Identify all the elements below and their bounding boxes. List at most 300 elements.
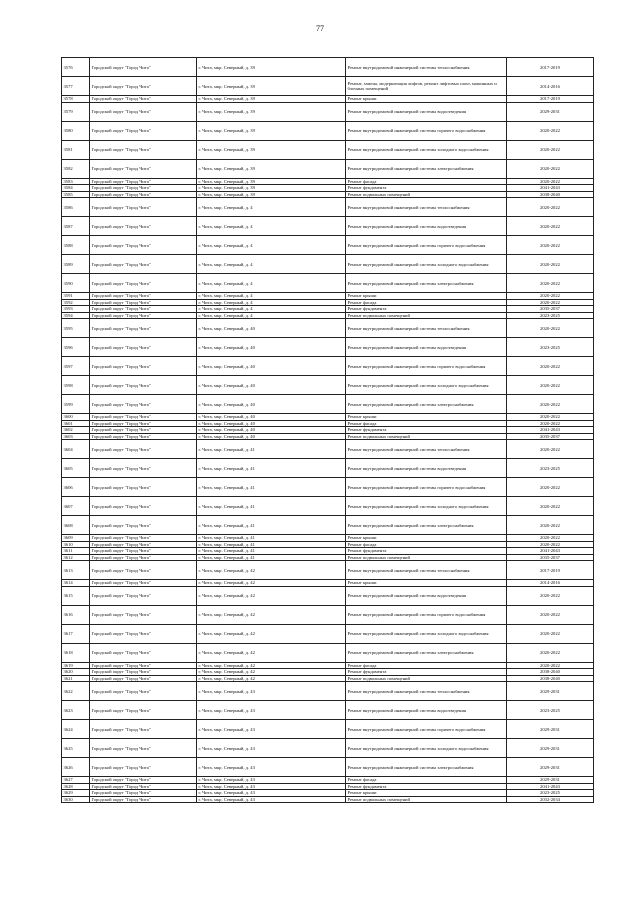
period-cell: 2020-2022 [507, 236, 594, 255]
period-cell: 2020-2022 [507, 395, 594, 414]
row-number-cell: 3576 [62, 58, 90, 77]
row-number-cell: 3595 [62, 319, 90, 338]
row-number-cell: 3614 [62, 580, 90, 587]
period-cell: 2020-2022 [507, 255, 594, 274]
municipality-cell: Городской округ "Город Чита" [90, 758, 197, 777]
table-row [62, 586, 594, 605]
period-cell: 2023-2025 [507, 459, 594, 478]
table-row [62, 643, 594, 662]
row-number-cell: 3590 [62, 274, 90, 293]
address-cell: г. Чита, мкр. Северный, д. 41 [197, 440, 346, 459]
work-type-cell: Ремонт внутридомовой инженерной системы водоотведения [346, 338, 507, 357]
municipality-cell: Городской округ "Город Чита" [90, 58, 197, 77]
work-type-cell: Ремонт крыши [346, 293, 507, 300]
address-cell: г. Чита, мкр. Северный, д. 43 [197, 701, 346, 720]
address-cell: г. Чита, мкр. Северный, д. 4 [197, 299, 346, 306]
municipality-cell: Городской округ "Город Чита" [90, 191, 197, 198]
table-row [62, 102, 594, 121]
municipality-cell: Городской округ "Город Чита" [90, 662, 197, 669]
period-cell: 2017-2019 [507, 561, 594, 580]
address-cell: г. Чита, мкр. Северный, д. 42 [197, 561, 346, 580]
address-cell: г. Чита, мкр. Северный, д. 4 [197, 236, 346, 255]
work-type-cell: Ремонт внутридомовой инженерной системы горячего водоснабжения [346, 121, 507, 140]
work-type-cell: Ремонт внутридомовой инженерной системы горячего водоснабжения [346, 357, 507, 376]
table-row [62, 319, 594, 338]
work-type-cell: Ремонт внутридомовой инженерной системы теплоснабжения [346, 682, 507, 701]
work-type-cell: Ремонт внутридомовой инженерной системы холодного водоснабжения [346, 497, 507, 516]
table-row [62, 478, 594, 497]
period-cell: 2020-2022 [507, 605, 594, 624]
municipality-cell: Городской округ "Город Чита" [90, 459, 197, 478]
work-type-cell: Ремонт фасада [346, 777, 507, 784]
table-row [62, 77, 594, 96]
table-row [62, 121, 594, 140]
row-number-cell: 3630 [62, 796, 90, 803]
municipality-cell: Городской округ "Город Чита" [90, 440, 197, 459]
row-number-cell: 3628 [62, 783, 90, 790]
row-number-cell: 3622 [62, 682, 90, 701]
period-cell: 2029-2031 [507, 758, 594, 777]
period-cell: 2029-2031 [507, 682, 594, 701]
municipality-cell: Городской округ "Город Чита" [90, 701, 197, 720]
work-type-cell: Ремонт внутридомовой инженерной системы горячего водоснабжения [346, 236, 507, 255]
row-number-cell: 3588 [62, 236, 90, 255]
row-number-cell: 3601 [62, 420, 90, 427]
municipality-cell: Городской округ "Город Чита" [90, 586, 197, 605]
address-cell: г. Чита, мкр. Северный, д. 4 [197, 293, 346, 300]
address-cell: г. Чита, мкр. Северный, д. 41 [197, 497, 346, 516]
work-type-cell: Ремонт фасада [346, 541, 507, 548]
table-row [62, 236, 594, 255]
work-type-cell: Ремонт подвальных помещений [346, 796, 507, 803]
row-number-cell: 3599 [62, 395, 90, 414]
work-type-cell: Ремонт подвальных помещений [346, 191, 507, 198]
row-number-cell: 3594 [62, 312, 90, 319]
work-type-cell: Ремонт внутридомовой инженерной системы горячего водоснабжения [346, 720, 507, 739]
municipality-cell: Городской округ "Город Чита" [90, 427, 197, 434]
municipality-cell: Городской округ "Город Чита" [90, 140, 197, 159]
municipality-cell: Городской округ "Город Чита" [90, 541, 197, 548]
row-number-cell: 3579 [62, 102, 90, 121]
table-row [62, 701, 594, 720]
work-type-cell: Ремонт внутридомовой инженерной системы холодного водоснабжения [346, 739, 507, 758]
row-number-cell: 3581 [62, 140, 90, 159]
municipality-cell: Городской округ "Город Чита" [90, 624, 197, 643]
row-number-cell: 3609 [62, 535, 90, 542]
row-number-cell: 3592 [62, 299, 90, 306]
work-type-cell: Ремонт внутридомовой инженерной системы электроснабжения [346, 274, 507, 293]
row-number-cell: 3612 [62, 554, 90, 561]
table-row [62, 720, 594, 739]
municipality-cell: Городской округ "Город Чита" [90, 643, 197, 662]
period-cell: 2020-2022 [507, 178, 594, 185]
address-cell: г. Чита, мкр. Северный, д. 39 [197, 58, 346, 77]
work-type-cell: Ремонт, замена, модернизация лифтов, ремонт лифтовых шахт, машинных и блочных помещений [346, 77, 507, 96]
work-type-cell: Ремонт внутридомовой инженерной системы электроснабжения [346, 643, 507, 662]
municipality-cell: Городской округ "Город Чита" [90, 720, 197, 739]
municipality-cell: Городской округ "Город Чита" [90, 580, 197, 587]
period-cell: 2020-2022 [507, 541, 594, 548]
municipality-cell: Городской округ "Город Чита" [90, 312, 197, 319]
address-cell: г. Чита, мкр. Северный, д. 42 [197, 624, 346, 643]
table-row [62, 338, 594, 357]
municipality-cell: Городской округ "Город Чита" [90, 299, 197, 306]
period-cell: 2035-2037 [507, 433, 594, 440]
table-row [62, 459, 594, 478]
period-cell: 2020-2022 [507, 159, 594, 178]
row-number-cell: 3593 [62, 306, 90, 313]
period-cell: 2020-2022 [507, 299, 594, 306]
work-type-cell: Ремонт внутридомовой инженерной системы электроснабжения [346, 758, 507, 777]
period-cell: 2035-2037 [507, 554, 594, 561]
municipality-cell: Городской округ "Город Чита" [90, 293, 197, 300]
row-number-cell: 3598 [62, 376, 90, 395]
row-number-cell: 3596 [62, 338, 90, 357]
work-type-cell: Ремонт внутридомовой инженерной системы теплоснабжения [346, 198, 507, 217]
municipality-cell: Городской округ "Город Чита" [90, 796, 197, 803]
work-type-cell: Ремонт крыши [346, 790, 507, 797]
row-number-cell: 3603 [62, 433, 90, 440]
address-cell: г. Чита, мкр. Северный, д. 39 [197, 140, 346, 159]
address-cell: г. Чита, мкр. Северный, д. 40 [197, 357, 346, 376]
period-cell: 2023-2025 [507, 312, 594, 319]
row-number-cell: 3586 [62, 198, 90, 217]
address-cell: г. Чита, мкр. Северный, д. 40 [197, 395, 346, 414]
work-type-cell: Ремонт подвальных помещений [346, 433, 507, 440]
work-type-cell: Ремонт фундамента [346, 427, 507, 434]
work-type-cell: Ремонт фундамента [346, 669, 507, 676]
work-type-cell: Ремонт крыши [346, 580, 507, 587]
work-type-cell: Ремонт подвальных помещений [346, 312, 507, 319]
period-cell: 2029-2031 [507, 102, 594, 121]
municipality-cell: Городской округ "Город Чита" [90, 535, 197, 542]
table-row [62, 198, 594, 217]
municipality-cell: Городской округ "Город Чита" [90, 478, 197, 497]
table-row [62, 561, 594, 580]
row-number-cell: 3606 [62, 478, 90, 497]
work-type-cell: Ремонт внутридомовой инженерной системы теплоснабжения [346, 440, 507, 459]
row-number-cell: 3604 [62, 440, 90, 459]
period-cell: 2020-2022 [507, 414, 594, 421]
municipality-cell: Городской округ "Город Чита" [90, 274, 197, 293]
municipality-cell: Городской округ "Город Чита" [90, 96, 197, 103]
work-type-cell: Ремонт фасада [346, 662, 507, 669]
work-type-cell: Ремонт внутридомовой инженерной системы электроснабжения [346, 516, 507, 535]
table-row [62, 516, 594, 535]
address-cell: г. Чита, мкр. Северный, д. 43 [197, 682, 346, 701]
row-number-cell: 3587 [62, 217, 90, 236]
work-type-cell: Ремонт крыши [346, 535, 507, 542]
address-cell: г. Чита, мкр. Северный, д. 41 [197, 478, 346, 497]
address-cell: г. Чита, мкр. Северный, д. 41 [197, 516, 346, 535]
work-type-cell: Ремонт внутридомовой инженерной системы водоотведения [346, 217, 507, 236]
work-type-cell: Ремонт внутридомовой инженерной системы водоотведения [346, 701, 507, 720]
address-cell: г. Чита, мкр. Северный, д. 41 [197, 535, 346, 542]
repair-schedule-table [61, 57, 594, 803]
period-cell: 2020-2022 [507, 121, 594, 140]
address-cell: г. Чита, мкр. Северный, д. 41 [197, 548, 346, 555]
municipality-cell: Городской округ "Город Чита" [90, 561, 197, 580]
table-row [62, 376, 594, 395]
period-cell: 2020-2022 [507, 643, 594, 662]
table-row [62, 58, 594, 77]
municipality-cell: Городской округ "Город Чита" [90, 357, 197, 376]
period-cell: 2029-2031 [507, 739, 594, 758]
row-number-cell: 3619 [62, 662, 90, 669]
table-row [62, 140, 594, 159]
municipality-cell: Городской округ "Город Чита" [90, 739, 197, 758]
address-cell: г. Чита, мкр. Северный, д. 42 [197, 605, 346, 624]
address-cell: г. Чита, мкр. Северный, д. 41 [197, 554, 346, 561]
row-number-cell: 3625 [62, 739, 90, 758]
work-type-cell: Ремонт фасада [346, 299, 507, 306]
municipality-cell: Городской округ "Город Чита" [90, 605, 197, 624]
address-cell: г. Чита, мкр. Северный, д. 40 [197, 414, 346, 421]
address-cell: г. Чита, мкр. Северный, д. 40 [197, 319, 346, 338]
period-cell: 2020-2022 [507, 376, 594, 395]
period-cell: 2032-2034 [507, 796, 594, 803]
address-cell: г. Чита, мкр. Северный, д. 40 [197, 338, 346, 357]
table-row [62, 739, 594, 758]
period-cell: 2017-2019 [507, 96, 594, 103]
row-number-cell: 3597 [62, 357, 90, 376]
period-cell: 2020-2022 [507, 535, 594, 542]
work-type-cell: Ремонт внутридомовой инженерной системы горячего водоснабжения [346, 605, 507, 624]
municipality-cell: Городской округ "Город Чита" [90, 255, 197, 274]
work-type-cell: Ремонт внутридомовой инженерной системы водоотведения [346, 459, 507, 478]
period-cell: 2038-2040 [507, 669, 594, 676]
period-cell: 2038-2040 [507, 191, 594, 198]
period-cell: 2041-2043 [507, 783, 594, 790]
row-number-cell: 3583 [62, 178, 90, 185]
municipality-cell: Городской округ "Город Чита" [90, 497, 197, 516]
period-cell: 2038-2040 [507, 675, 594, 682]
table-row [62, 624, 594, 643]
address-cell: г. Чита, мкр. Северный, д. 43 [197, 790, 346, 797]
period-cell: 2020-2022 [507, 497, 594, 516]
work-type-cell: Ремонт фундамента [346, 548, 507, 555]
row-number-cell: 3600 [62, 414, 90, 421]
address-cell: г. Чита, мкр. Северный, д. 40 [197, 433, 346, 440]
period-cell: 2020-2022 [507, 140, 594, 159]
address-cell: г. Чита, мкр. Северный, д. 39 [197, 159, 346, 178]
address-cell: г. Чита, мкр. Северный, д. 40 [197, 427, 346, 434]
period-cell: 2014-2016 [507, 580, 594, 587]
row-number-cell: 3611 [62, 548, 90, 555]
period-cell: 2041-2043 [507, 427, 594, 434]
municipality-cell: Городской округ "Город Чита" [90, 236, 197, 255]
address-cell: г. Чита, мкр. Северный, д. 39 [197, 121, 346, 140]
address-cell: г. Чита, мкр. Северный, д. 39 [197, 191, 346, 198]
row-number-cell: 3626 [62, 758, 90, 777]
row-number-cell: 3605 [62, 459, 90, 478]
municipality-cell: Городской округ "Город Чита" [90, 669, 197, 676]
work-type-cell: Ремонт фундамента [346, 783, 507, 790]
municipality-cell: Городской округ "Город Чита" [90, 395, 197, 414]
period-cell: 2020-2022 [507, 662, 594, 669]
address-cell: г. Чита, мкр. Северный, д. 4 [197, 255, 346, 274]
period-cell: 2023-2025 [507, 701, 594, 720]
work-type-cell: Ремонт внутридомовой инженерной системы теплоснабжения [346, 561, 507, 580]
work-type-cell: Ремонт внутридомовой инженерной системы холодного водоснабжения [346, 376, 507, 395]
address-cell: г. Чита, мкр. Северный, д. 43 [197, 796, 346, 803]
row-number-cell: 3610 [62, 541, 90, 548]
address-cell: г. Чита, мкр. Северный, д. 42 [197, 669, 346, 676]
address-cell: г. Чита, мкр. Северный, д. 43 [197, 720, 346, 739]
row-number-cell: 3591 [62, 293, 90, 300]
row-number-cell: 3621 [62, 675, 90, 682]
municipality-cell: Городской округ "Город Чита" [90, 777, 197, 784]
municipality-cell: Городской округ "Город Чита" [90, 790, 197, 797]
period-cell: 2035-2037 [507, 306, 594, 313]
row-number-cell: 3624 [62, 720, 90, 739]
row-number-cell: 3618 [62, 643, 90, 662]
row-number-cell: 3582 [62, 159, 90, 178]
table-row [62, 395, 594, 414]
address-cell: г. Чита, мкр. Северный, д. 43 [197, 783, 346, 790]
municipality-cell: Городской округ "Город Чита" [90, 554, 197, 561]
period-cell: 2014-2016 [507, 77, 594, 96]
row-number-cell: 3620 [62, 669, 90, 676]
address-cell: г. Чита, мкр. Северный, д. 42 [197, 586, 346, 605]
period-cell: 2029-2031 [507, 720, 594, 739]
row-number-cell: 3608 [62, 516, 90, 535]
period-cell: 2020-2022 [507, 274, 594, 293]
work-type-cell: Ремонт внутридомовой инженерной системы горячего водоснабжения [346, 478, 507, 497]
row-number-cell: 3623 [62, 701, 90, 720]
period-cell: 2020-2022 [507, 440, 594, 459]
period-cell: 2017-2019 [507, 58, 594, 77]
table-row [62, 758, 594, 777]
address-cell: г. Чита, мкр. Северный, д. 4 [197, 312, 346, 319]
period-cell: 2041-2043 [507, 548, 594, 555]
table-row [62, 217, 594, 236]
municipality-cell: Городской округ "Город Чита" [90, 198, 197, 217]
page-number: 77 [316, 24, 324, 33]
work-type-cell: Ремонт внутридомовой инженерной системы теплоснабжения [346, 58, 507, 77]
address-cell: г. Чита, мкр. Северный, д. 41 [197, 459, 346, 478]
address-cell: г. Чита, мкр. Северный, д. 41 [197, 541, 346, 548]
municipality-cell: Городской округ "Город Чита" [90, 306, 197, 313]
address-cell: г. Чита, мкр. Северный, д. 43 [197, 758, 346, 777]
address-cell: г. Чита, мкр. Северный, д. 42 [197, 675, 346, 682]
row-number-cell: 3616 [62, 605, 90, 624]
municipality-cell: Городской округ "Город Чита" [90, 159, 197, 178]
address-cell: г. Чита, мкр. Северный, д. 39 [197, 178, 346, 185]
row-number-cell: 3615 [62, 586, 90, 605]
row-number-cell: 3602 [62, 427, 90, 434]
address-cell: г. Чита, мкр. Северный, д. 40 [197, 376, 346, 395]
table-row [62, 357, 594, 376]
address-cell: г. Чита, мкр. Северный, д. 43 [197, 739, 346, 758]
row-number-cell: 3607 [62, 497, 90, 516]
work-type-cell: Ремонт фасада [346, 420, 507, 427]
municipality-cell: Городской округ "Город Чита" [90, 77, 197, 96]
period-cell: 2041-2043 [507, 185, 594, 192]
period-cell: 2020-2022 [507, 217, 594, 236]
municipality-cell: Городской округ "Город Чита" [90, 185, 197, 192]
table-row [62, 682, 594, 701]
period-cell: 2020-2022 [507, 624, 594, 643]
table-row [62, 497, 594, 516]
work-type-cell: Ремонт внутридомовой инженерной системы водоотведения [346, 102, 507, 121]
address-cell: г. Чита, мкр. Северный, д. 4 [197, 306, 346, 313]
work-type-cell: Ремонт фундамента [346, 306, 507, 313]
address-cell: г. Чита, мкр. Северный, д. 39 [197, 77, 346, 96]
row-number-cell: 3613 [62, 561, 90, 580]
address-cell: г. Чита, мкр. Северный, д. 39 [197, 102, 346, 121]
address-cell: г. Чита, мкр. Северный, д. 42 [197, 580, 346, 587]
municipality-cell: Городской округ "Город Чита" [90, 433, 197, 440]
work-type-cell: Ремонт внутридомовой инженерной системы холодного водоснабжения [346, 140, 507, 159]
period-cell: 2020-2022 [507, 319, 594, 338]
address-cell: г. Чита, мкр. Северный, д. 42 [197, 643, 346, 662]
work-type-cell: Ремонт внутридомовой инженерной системы теплоснабжения [346, 319, 507, 338]
work-type-cell: Ремонт подвальных помещений [346, 554, 507, 561]
table-row [62, 440, 594, 459]
address-cell: г. Чита, мкр. Северный, д. 39 [197, 185, 346, 192]
work-type-cell: Ремонт подвальных помещений [346, 675, 507, 682]
work-type-cell: Ремонт крыши [346, 96, 507, 103]
municipality-cell: Городской округ "Город Чита" [90, 682, 197, 701]
table-row [62, 605, 594, 624]
row-number-cell: 3577 [62, 77, 90, 96]
municipality-cell: Городской округ "Город Чита" [90, 376, 197, 395]
address-cell: г. Чита, мкр. Северный, д. 43 [197, 777, 346, 784]
municipality-cell: Городской округ "Город Чита" [90, 675, 197, 682]
address-cell: г. Чита, мкр. Северный, д. 40 [197, 420, 346, 427]
work-type-cell: Ремонт внутридомовой инженерной системы водоотведения [346, 586, 507, 605]
table-body [62, 58, 594, 803]
row-number-cell: 3617 [62, 624, 90, 643]
municipality-cell: Городской округ "Город Чита" [90, 516, 197, 535]
row-number-cell: 3580 [62, 121, 90, 140]
period-cell: 2020-2022 [507, 420, 594, 427]
period-cell: 2020-2022 [507, 478, 594, 497]
municipality-cell: Городской округ "Город Чита" [90, 414, 197, 421]
period-cell: 2023-2025 [507, 338, 594, 357]
table-row [62, 159, 594, 178]
row-number-cell: 3584 [62, 185, 90, 192]
work-type-cell: Ремонт внутридомовой инженерной системы электроснабжения [346, 395, 507, 414]
municipality-cell: Городской округ "Город Чита" [90, 178, 197, 185]
period-cell: 2020-2022 [507, 293, 594, 300]
row-number-cell: 3585 [62, 191, 90, 198]
municipality-cell: Городской округ "Город Чита" [90, 783, 197, 790]
work-type-cell: Ремонт фундамента [346, 185, 507, 192]
address-cell: г. Чита, мкр. Северный, д. 4 [197, 274, 346, 293]
municipality-cell: Городской округ "Город Чита" [90, 420, 197, 427]
work-type-cell: Ремонт внутридомовой инженерной системы холодного водоснабжения [346, 255, 507, 274]
work-type-cell: Ремонт фасада [346, 178, 507, 185]
period-cell: 2020-2022 [507, 357, 594, 376]
address-cell: г. Чита, мкр. Северный, д. 39 [197, 96, 346, 103]
municipality-cell: Городской округ "Город Чита" [90, 548, 197, 555]
period-cell: 2029-2031 [507, 777, 594, 784]
table-row [62, 796, 594, 803]
municipality-cell: Городской округ "Город Чита" [90, 121, 197, 140]
work-type-cell: Ремонт внутридомовой инженерной системы электроснабжения [346, 159, 507, 178]
work-type-cell: Ремонт крыши [346, 414, 507, 421]
work-type-cell: Ремонт внутридомовой инженерной системы холодного водоснабжения [346, 624, 507, 643]
row-number-cell: 3627 [62, 777, 90, 784]
row-number-cell: 3578 [62, 96, 90, 103]
address-cell: г. Чита, мкр. Северный, д. 4 [197, 198, 346, 217]
address-cell: г. Чита, мкр. Северный, д. 42 [197, 662, 346, 669]
municipality-cell: Городской округ "Город Чита" [90, 319, 197, 338]
period-cell: 2020-2022 [507, 586, 594, 605]
address-cell: г. Чита, мкр. Северный, д. 4 [197, 217, 346, 236]
